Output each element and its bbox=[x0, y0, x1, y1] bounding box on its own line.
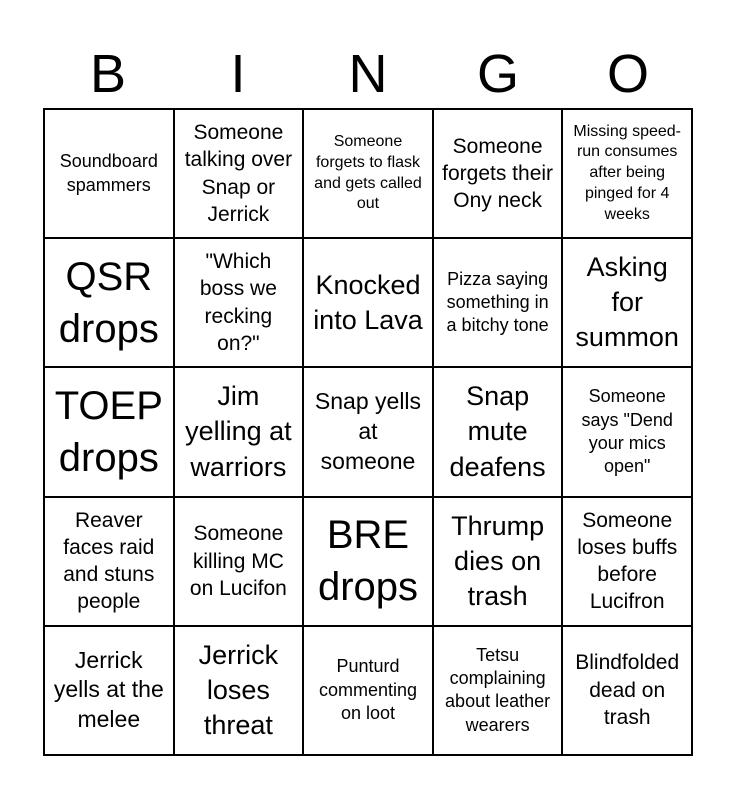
cell-text: Asking for summon bbox=[575, 252, 679, 353]
bingo-cell[interactable] bbox=[562, 109, 692, 238]
cell-text: Jim yelling at warriors bbox=[185, 381, 292, 482]
bingo-cell[interactable] bbox=[303, 109, 433, 238]
title-letter-b: B bbox=[89, 44, 127, 104]
bingo-cell[interactable] bbox=[44, 367, 174, 496]
title-letter-g: G bbox=[476, 44, 519, 104]
bingo-cell[interactable] bbox=[562, 626, 692, 755]
bingo-cell[interactable] bbox=[174, 367, 304, 496]
cell-text: Someone forgets to flask and gets called out bbox=[314, 133, 422, 213]
cell-text: Someone talking over Snap or Jerrick bbox=[184, 121, 293, 226]
bingo-cell[interactable] bbox=[174, 109, 304, 238]
cell-text: Soundboard spammers bbox=[59, 151, 158, 195]
cell-text: Someone killing MC on Lucifon bbox=[189, 522, 287, 600]
bingo-cell[interactable] bbox=[303, 238, 433, 367]
cell-text: Missing speed-run consumes after being pinged for 4 weeks bbox=[573, 122, 681, 223]
cell-text: Knocked into Lava bbox=[313, 269, 423, 335]
title-letter-n: N bbox=[348, 44, 388, 104]
bingo-cell[interactable] bbox=[433, 497, 563, 626]
bingo-cell[interactable] bbox=[433, 109, 563, 238]
cell-text: Reaver faces raid and stuns people bbox=[63, 508, 155, 614]
cell-text: Tetsu complaining about leather wearers bbox=[445, 644, 551, 735]
cell-text: Snap mute deafens bbox=[449, 381, 546, 482]
bingo-cell[interactable] bbox=[562, 497, 692, 626]
bingo-title bbox=[43, 40, 693, 108]
cell-text: "Which boss we recking on?" bbox=[199, 250, 277, 356]
bingo-cell[interactable] bbox=[44, 109, 174, 238]
cell-text: Someone forgets their Ony neck bbox=[442, 134, 554, 213]
bingo-cell[interactable] bbox=[174, 626, 304, 755]
bingo-cell[interactable] bbox=[562, 238, 692, 367]
bingo-cell[interactable] bbox=[433, 626, 563, 755]
bingo-cell[interactable] bbox=[174, 497, 304, 626]
cell-text: Snap yells at someone bbox=[314, 388, 422, 474]
cell-text: Blindfolded dead on trash bbox=[575, 651, 680, 730]
bingo-board bbox=[43, 108, 693, 756]
cell-text: Punturd commenting on loot bbox=[318, 656, 418, 724]
bingo-cell[interactable] bbox=[174, 238, 304, 367]
cell-text: Someone loses buffs before Lucifron bbox=[577, 508, 678, 614]
bingo-cell[interactable] bbox=[303, 626, 433, 755]
bingo-cell[interactable] bbox=[433, 238, 563, 367]
cell-text: QSR drops bbox=[58, 254, 159, 351]
bingo-cell[interactable] bbox=[562, 367, 692, 496]
bingo-cell[interactable] bbox=[44, 497, 174, 626]
cell-text: BRE drops bbox=[317, 513, 419, 610]
cell-text: Jerrick yells at the melee bbox=[53, 646, 164, 733]
cell-text: Someone says "Dend your mics open" bbox=[581, 386, 673, 477]
title-letter-o: O bbox=[606, 44, 649, 104]
bingo-cell[interactable] bbox=[303, 497, 433, 626]
bingo-cell[interactable] bbox=[303, 367, 433, 496]
cell-text: Jerrick loses threat bbox=[198, 639, 279, 740]
cell-text: Pizza saying something in a bitchy tone bbox=[446, 268, 549, 336]
bingo-cell[interactable] bbox=[433, 367, 563, 496]
title-letter-i: I bbox=[230, 44, 246, 104]
bingo-cell[interactable] bbox=[44, 626, 174, 755]
cell-text: Thrump dies on trash bbox=[451, 510, 545, 611]
cell-text: TOEP drops bbox=[54, 383, 163, 480]
bingo-cell[interactable] bbox=[44, 238, 174, 367]
